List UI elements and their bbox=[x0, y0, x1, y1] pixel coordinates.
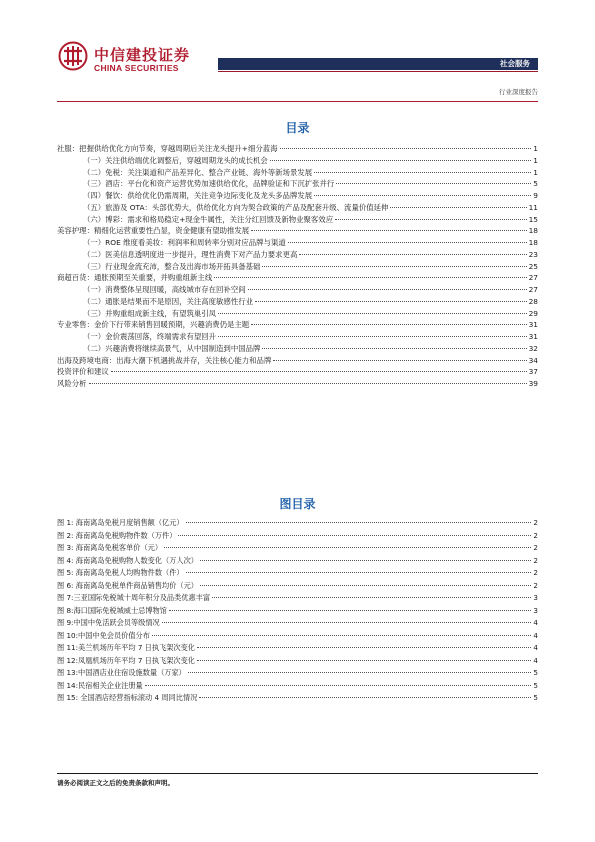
toc-entry-page: 39 bbox=[528, 379, 538, 388]
toc-entry[interactable] bbox=[57, 366, 538, 378]
toc-entry-text: （一）ROE 维度看美妆：利润率和周转率分别对应品牌与渠道 bbox=[83, 238, 286, 247]
figure-entry[interactable] bbox=[57, 592, 538, 605]
toc-leader-dots bbox=[336, 183, 531, 184]
toc-leader-dots bbox=[270, 160, 532, 161]
figure-entry-text: 图 1: 海南离岛免税月度销售额（亿元） bbox=[57, 518, 184, 527]
figure-leader-dots bbox=[188, 672, 532, 673]
toc-entry-text: （四）餐饮：供给优化仍需周期，关注竞争边际变化及龙头多品牌发展 bbox=[83, 191, 313, 200]
toc-entry[interactable] bbox=[57, 237, 538, 249]
toc-entry[interactable] bbox=[57, 155, 538, 167]
figure-leader-dots bbox=[162, 622, 532, 623]
toc-leader-dots bbox=[214, 277, 526, 278]
toc-entry-text: （三）行业现金流充沛，整合及出海市场开拓具备基础 bbox=[83, 261, 261, 271]
figure-entry[interactable] bbox=[57, 530, 538, 543]
toc-entry-page: 23 bbox=[528, 249, 538, 259]
footer-disclaimer: 请务必阅读正文之后的免责条款和声明。 bbox=[57, 779, 174, 787]
figure-leader-dots bbox=[200, 560, 531, 561]
toc-entry-text: （二）兴趣消费将继续高景气，从中国制造到中国品牌 bbox=[83, 343, 261, 353]
toc-entry-page: 18 bbox=[528, 238, 538, 247]
toc-entry[interactable] bbox=[57, 308, 538, 320]
figure-entry-text: 图 7:三亚国际免税城十周年积分及品类优惠丰富 bbox=[57, 593, 211, 602]
toc-entry[interactable] bbox=[57, 343, 538, 355]
toc-leader-dots bbox=[262, 348, 526, 349]
figure-leader-dots bbox=[200, 585, 531, 586]
figure-entry[interactable] bbox=[57, 567, 538, 580]
figure-leader-dots bbox=[186, 522, 532, 523]
toc-leader-dots bbox=[255, 301, 527, 302]
figure-entry-page: 2 bbox=[533, 568, 538, 577]
toc-entry-text: （一）消费整体呈现回暖，高线城市存在回补空间 bbox=[83, 285, 246, 294]
toc-title: 目录 bbox=[285, 121, 310, 135]
toc-leader-dots bbox=[299, 254, 526, 255]
report-divider bbox=[57, 101, 538, 102]
figure-entry-text: 图 8:海口国际免税城威士忌博物馆 bbox=[57, 605, 167, 615]
toc-entry-page: 9 bbox=[533, 191, 538, 200]
figure-entry-page: 2 bbox=[533, 518, 538, 527]
figure-leader-dots bbox=[152, 635, 532, 636]
figure-leader-dots bbox=[186, 572, 532, 573]
toc-entry[interactable] bbox=[57, 249, 538, 261]
toc-entry-page: 15 bbox=[528, 214, 538, 224]
toc-leader-dots bbox=[89, 383, 527, 384]
figure-leader-dots bbox=[212, 597, 531, 598]
figure-leader-dots bbox=[169, 610, 532, 611]
figure-entry-text: 图 9:中国中免活跃会员等级情况 bbox=[57, 618, 160, 627]
figure-leader-dots bbox=[145, 685, 532, 686]
toc-entry-page: 31 bbox=[528, 320, 538, 330]
toc-entry[interactable] bbox=[57, 143, 538, 155]
brand-name-en: CHINA SECURITIES bbox=[94, 63, 179, 73]
toc-entry[interactable] bbox=[57, 261, 538, 273]
figure-entry-page: 5 bbox=[533, 668, 538, 677]
header-bar bbox=[218, 58, 538, 70]
figure-entry[interactable] bbox=[57, 667, 538, 680]
figure-entry-page: 5 bbox=[533, 680, 538, 690]
toc-leader-dots bbox=[280, 148, 532, 149]
toc-list bbox=[57, 143, 538, 390]
toc-entry-page: 18 bbox=[528, 226, 538, 236]
toc-entry-page: 32 bbox=[528, 343, 538, 353]
header-divider bbox=[218, 71, 538, 72]
figure-entry-page: 3 bbox=[533, 605, 538, 615]
toc-entry[interactable] bbox=[57, 178, 538, 190]
figure-entry[interactable] bbox=[57, 605, 538, 618]
toc-entry-page: 1 bbox=[533, 144, 538, 153]
toc-leader-dots bbox=[314, 195, 531, 196]
figure-entry-text: 图 2: 海南离岛免税购物件数（万件） bbox=[57, 530, 177, 540]
toc-entry-text: 美容护理：精细化运营重要性凸显，资金健康有望助推发展 bbox=[57, 226, 250, 236]
toc-leader-dots bbox=[251, 324, 526, 325]
toc-leader-dots bbox=[111, 371, 527, 372]
toc-entry-page: 27 bbox=[528, 285, 538, 294]
toc-entry-text: 投资评价和建议 bbox=[57, 367, 109, 377]
figure-entry[interactable] bbox=[57, 542, 538, 555]
toc-entry-text: （二）医美信息透明度进一步提升，理性消费下对产品力要求更高 bbox=[83, 249, 298, 259]
figure-entry-page: 4 bbox=[533, 655, 538, 665]
toc-entry-page: 1 bbox=[533, 155, 538, 165]
figure-entry-page: 4 bbox=[533, 618, 538, 627]
toc-entry-page: 27 bbox=[528, 273, 538, 283]
toc-entry-page: 31 bbox=[528, 332, 538, 341]
figure-entry[interactable] bbox=[57, 630, 538, 643]
figure-entry-text: 图 15: 全国酒店经营指标滚动 4 周同比情况 bbox=[57, 693, 198, 702]
figure-entry[interactable] bbox=[57, 655, 538, 668]
toc-entry-text: （三）并购重组成新主线，有望筑巢引凤 bbox=[83, 308, 217, 318]
toc-entry[interactable] bbox=[57, 378, 538, 390]
toc-leader-dots bbox=[248, 289, 527, 290]
toc-entry-page: 34 bbox=[528, 355, 538, 365]
toc-entry[interactable] bbox=[57, 190, 538, 202]
toc-entry[interactable] bbox=[57, 319, 538, 331]
toc-entry[interactable] bbox=[57, 331, 538, 343]
toc-entry[interactable] bbox=[57, 202, 538, 214]
toc-leader-dots bbox=[218, 336, 527, 337]
figure-entry[interactable] bbox=[57, 642, 538, 655]
toc-leader-dots bbox=[390, 207, 526, 208]
toc-entry-page: 37 bbox=[528, 367, 538, 377]
figure-entry-page: 2 bbox=[533, 530, 538, 540]
figure-entry-page: 2 bbox=[533, 555, 538, 565]
toc-entry-text: 商超百货：通胀预期至关重要，并购重组新主线 bbox=[57, 273, 213, 283]
toc-entry-page: 29 bbox=[528, 308, 538, 318]
toc-entry[interactable] bbox=[57, 225, 538, 237]
figure-entry[interactable] bbox=[57, 580, 538, 593]
company-logo bbox=[58, 41, 198, 77]
figure-leader-dots bbox=[197, 660, 531, 661]
toc-entry-text: （二）免税：关注渠道和产品差异化、整合产业链、海外等新场景发展 bbox=[83, 167, 313, 177]
figure-entry[interactable] bbox=[57, 617, 538, 630]
toc-entry-page: 25 bbox=[528, 261, 538, 271]
toc-entry[interactable] bbox=[57, 284, 538, 296]
figure-entry-page: 2 bbox=[533, 543, 538, 552]
toc-entry-page: 11 bbox=[528, 202, 538, 212]
toc-leader-dots bbox=[335, 219, 527, 220]
figure-entry[interactable] bbox=[57, 555, 538, 568]
toc-entry-text: （三）酒店：平台化和资产运营优势加速供给优化，品牌验证和下沉扩张并行 bbox=[83, 179, 335, 189]
figure-leader-dots bbox=[164, 547, 531, 548]
figure-entry-text: 图 12:凤凰机场历年平均 7 日执飞架次变化 bbox=[57, 655, 195, 665]
figure-entry-text: 图 11:美兰机场历年平均 7 日执飞架次变化 bbox=[57, 643, 195, 652]
toc-entry-text: 社服：把握供给优化方向节奏，穿越周期后关注龙头提升+细分蓝海 bbox=[57, 144, 278, 153]
figure-entry-text: 图 10:中国中免会员价值分布 bbox=[57, 630, 150, 640]
toc-entry[interactable] bbox=[57, 296, 538, 308]
citic-logo-icon bbox=[58, 41, 88, 71]
figure-entry-page: 4 bbox=[533, 643, 538, 652]
figure-entry-page: 5 bbox=[533, 693, 538, 702]
figure-entry-text: 图 13:中国酒店业住宿设施数量（万家） bbox=[57, 668, 186, 677]
figure-entry[interactable] bbox=[57, 692, 538, 705]
toc-entry-text: （一）金价震荡回落，终端需求有望回升 bbox=[83, 332, 217, 341]
figure-list-title: 图目录 bbox=[279, 497, 316, 511]
figure-list bbox=[57, 517, 538, 705]
figure-entry[interactable] bbox=[57, 680, 538, 693]
toc-entry-text: 风险分析 bbox=[57, 379, 87, 388]
toc-entry-page: 28 bbox=[528, 296, 538, 306]
toc-leader-dots bbox=[218, 313, 527, 314]
figure-leader-dots bbox=[197, 647, 531, 648]
toc-leader-dots bbox=[262, 266, 526, 267]
toc-entry[interactable] bbox=[57, 355, 538, 367]
toc-entry-text: 出海及跨境电商：出海大潮下机遇挑战并存，关注核心能力和品牌 bbox=[57, 355, 272, 365]
toc-entry-text: 专业零售：金价下行带来销售回暖预期，兴趣消费仍是主题 bbox=[57, 320, 250, 330]
figure-entry-text: 图 3: 海南离岛免税客单价（元） bbox=[57, 543, 163, 552]
figure-entry-page: 4 bbox=[533, 630, 538, 640]
report-type: 行业深度报告 bbox=[499, 88, 538, 96]
figure-entry-page: 3 bbox=[533, 593, 538, 602]
toc-entry-text: （六）博彩：需求和格局稳定+现金牛属性，关注分红回馈及新物业聚客效应 bbox=[83, 214, 334, 224]
toc-entry-text: （五）旅游及 OTA：头部优势大，供给优化方向为契合政策的产品及配套升级、流量价值延伸 bbox=[83, 202, 389, 212]
industry-label: 社会服务 bbox=[500, 59, 530, 68]
toc-entry-page: 1 bbox=[533, 167, 538, 177]
figure-entry-text: 图 4: 海南离岛免税购物人数变化（万人次） bbox=[57, 555, 198, 565]
toc-entry-page: 5 bbox=[533, 179, 538, 189]
figure-leader-dots bbox=[178, 535, 531, 536]
footer-divider bbox=[57, 773, 538, 774]
toc-entry[interactable] bbox=[57, 167, 538, 179]
toc-leader-dots bbox=[314, 172, 531, 173]
toc-leader-dots bbox=[251, 230, 526, 231]
figure-leader-dots bbox=[199, 697, 531, 698]
figure-entry[interactable] bbox=[57, 517, 538, 530]
figure-entry-text: 图 6: 海南离岛免税单件商品销售均价（元） bbox=[57, 580, 198, 590]
figure-entry-text: 图 5: 海南离岛免税人均购物件数（件） bbox=[57, 568, 184, 577]
brand-name-cn: 中信建投证券 bbox=[94, 46, 191, 64]
toc-entry-text: （一）关注供给端优化调整后，穿越周期龙头的成长机会 bbox=[83, 155, 268, 165]
figure-entry-text: 图 14:民宿相关企业注册量 bbox=[57, 680, 143, 690]
toc-entry[interactable] bbox=[57, 272, 538, 284]
toc-leader-dots bbox=[288, 242, 527, 243]
figure-entry-page: 2 bbox=[533, 580, 538, 590]
toc-leader-dots bbox=[273, 360, 526, 361]
toc-entry[interactable] bbox=[57, 214, 538, 226]
toc-entry-text: （二）通胀是结果而不是原因，关注高度敏感性行业 bbox=[83, 296, 253, 306]
